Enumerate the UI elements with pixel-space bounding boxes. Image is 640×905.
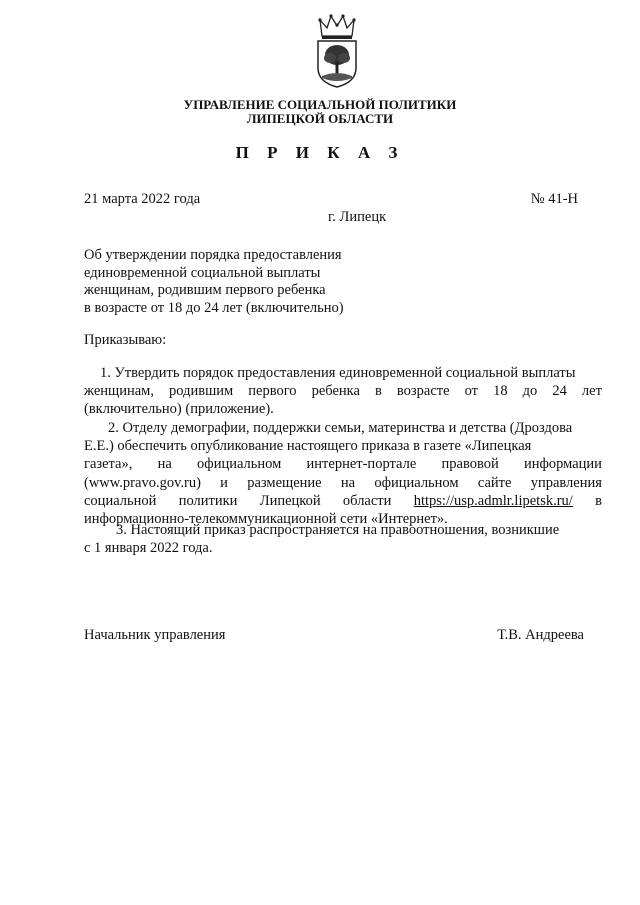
subject-line: женщинам, родившим первого ребенка <box>84 282 326 298</box>
paragraph-line-justified: социальной политики Липецкой области https://usp.admlr.lipetsk.ru/ в <box>84 492 602 509</box>
paragraph-line: 3. Настоящий приказ распространяется на правоотношения, возникшие <box>116 522 560 538</box>
document-type-title: П Р И К А З <box>235 143 405 162</box>
subject-line: единовременной социальной выплаты <box>84 264 321 281</box>
order-item-3 <box>84 521 602 557</box>
coat-of-arms-icon <box>314 12 360 88</box>
order-word: Приказываю: <box>84 332 167 348</box>
paragraph-line: 1. Утвердить порядок предоставления единовременной социальной выплаты <box>100 365 576 381</box>
paragraph-line: (включительно) (приложение). <box>84 401 274 418</box>
website-link[interactable]: https://usp.admlr.lipetsk.ru/ <box>413 492 573 509</box>
document-city: г. Липецк <box>328 209 387 225</box>
paragraph-line-justified: (www.pravo.gov.ru) и размещение на официальном сайте управления <box>84 474 602 491</box>
paragraph-line-justified: газета», на официальном интернет-портале правовой информации <box>84 456 602 473</box>
order-item-1 <box>84 364 602 419</box>
signatory-name: Т.В. Андреева <box>497 627 584 643</box>
document-subject <box>84 246 344 316</box>
paragraph-line: с 1 января 2022 года. <box>84 540 213 557</box>
subject-line: Об утверждении порядка предоставления <box>84 247 342 263</box>
document-number: № 41-Н <box>530 191 578 207</box>
order-item-2 <box>84 419 602 528</box>
document-date: 21 марта 2022 года <box>84 191 201 207</box>
paragraph-line: Е.Е.) обеспечить опубликование настоящего приказа в газете «Липецкая <box>84 438 532 455</box>
subject-line: в возрасте от 18 до 24 лет (включительно) <box>84 299 344 316</box>
organization-name-line1: УПРАВЛЕНИЕ СОЦИАЛЬНОЙ ПОЛИТИКИ <box>183 97 457 112</box>
organization-name-line2: ЛИПЕЦКОЙ ОБЛАСТИ <box>246 111 394 126</box>
signatory-title: Начальник управления <box>84 627 226 643</box>
paragraph-line: 2. Отделу демографии, поддержки семьи, материнства и детства (Дроздова <box>108 420 573 436</box>
paragraph-line-justified: женщинам, родившим первого ребенка в возрасте от 18 до 24 лет <box>84 383 602 400</box>
paragraph-line: информационно-телекоммуникационной сети «Интернет». <box>84 510 448 527</box>
